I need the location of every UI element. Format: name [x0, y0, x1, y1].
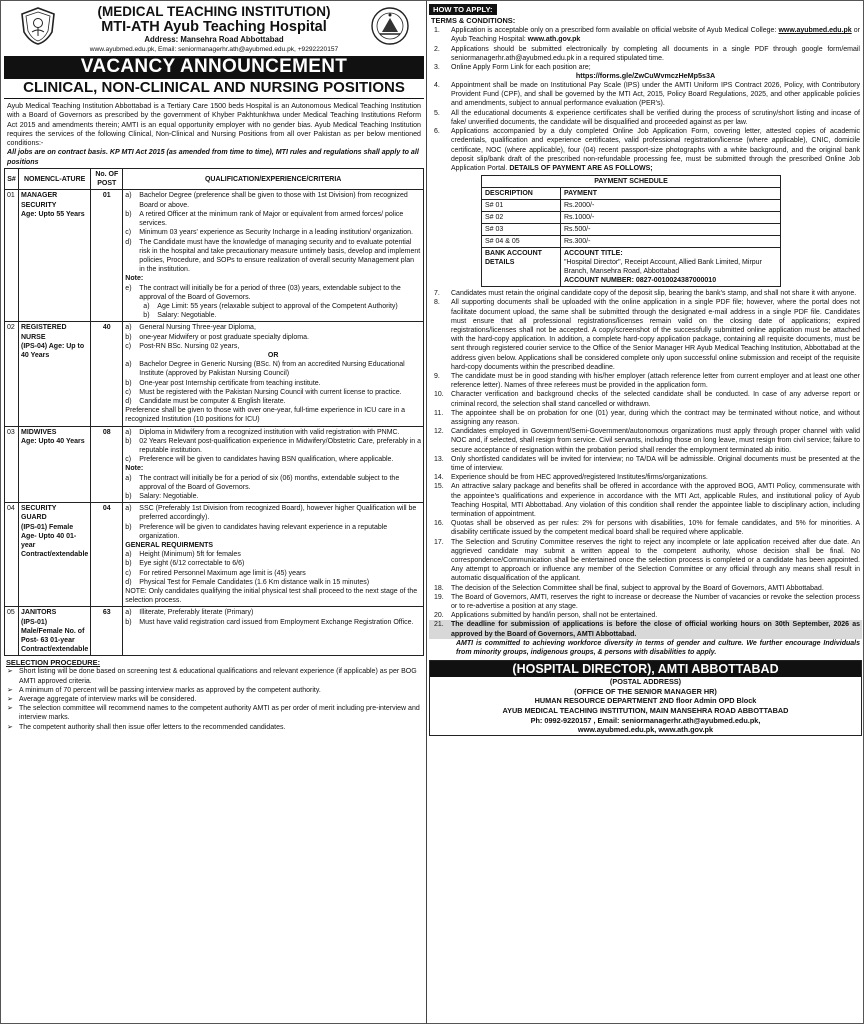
item-marker: a): [125, 474, 132, 482]
position-title: SECURITY: [21, 505, 57, 513]
term-text: Character verification and background checks of the selected candidate shall be conducted. In case of any adverse report or criminal record, the selection shall stand cancelled or withdrawn.: [451, 391, 860, 408]
deadline-term: 21. The deadline for submission of applications is before the close of official working hours on 30th September, 2026 as approved by the Board of Governors, AMTI Abbottabad.: [429, 620, 862, 638]
payment-row: [482, 236, 781, 248]
item-text: Must be registered with the Pakistan Nursing Council with current license to practice.: [139, 388, 402, 396]
payment-description: S# 03: [482, 224, 561, 236]
footer-address-block: [429, 660, 862, 736]
position-age-details: Age: Upto 55 Years: [21, 210, 85, 218]
term-item: 1. Application is acceptable only on a prescribed form available on official website of Ayub Medical College: www.ayubmed.edu.pk or Ayub Teaching Hospital: www.ath.gov.pk: [434, 27, 860, 44]
criteria-item: [125, 474, 421, 492]
item-marker: e): [125, 284, 132, 292]
pay-col-description: DESCRIPTION: [482, 188, 561, 200]
criteria-item: [125, 608, 421, 617]
payment-amount: Rs.300/-: [560, 236, 780, 248]
criteria-item: [125, 492, 421, 501]
bank-details-label: BANK ACCOUNT DETAILS: [482, 248, 561, 287]
item-marker: b): [125, 492, 132, 500]
term-text: The Selection and Scrutiny Committee reserves the right to reject any incomplete or late application received after due date. An aggrieved candidate may submit a written appeal to the competent authority, whose decision shall be final. No correspondence/Communication shall be entertained once the selection process is completed or a candidate has been appointed. Any attempt to approach or influence any member of the Selection Committee or any official through any means shall result in automatic disqualification of the applicant.: [451, 538, 860, 583]
payment-amount: Rs.1000/-: [560, 212, 780, 224]
item-marker: a): [125, 192, 132, 200]
criteria-item: [125, 302, 421, 311]
item-marker: a): [125, 609, 132, 617]
criteria-item: [125, 455, 421, 464]
term-item: [429, 519, 862, 537]
item-text: A retired Officer at the minimum rank of Major or equivalent from armed forces/ police services.: [139, 210, 404, 228]
criteria-item: [125, 360, 421, 378]
term-item: 3. Online Apply Form Link for each position are;: [434, 64, 591, 72]
item-marker: d): [125, 397, 132, 405]
term-item: [429, 611, 862, 620]
selection-item: [4, 704, 424, 722]
term-item: [429, 538, 862, 584]
position-nomenclature: [19, 503, 91, 607]
item-text: Post-RN BSc. Nursing 02 years,: [139, 342, 240, 350]
account-number: ACCOUNT NUMBER: 0827-0010024387000010: [563, 277, 717, 285]
selection-item: [4, 686, 424, 695]
selection-text: Short listing will be done based on screening test & educational qualifications and relevant experience (if applicable) as per BOG AMTI approved criteria.: [19, 668, 417, 685]
criteria-item: [125, 578, 421, 587]
ath-link[interactable]: www.ath.gov.pk: [527, 36, 581, 44]
pay-col-payment: PAYMENT: [560, 188, 780, 200]
criteria-item: [125, 210, 421, 228]
bullet-icon: ➢: [7, 705, 13, 713]
positions-table-header: [5, 169, 424, 190]
criteria-item: [125, 333, 421, 342]
item-marker: c): [125, 342, 132, 350]
term-text: The appointee shall be on probation for one (01) year, during which the contract may be terminated without notice, and without assigning any reason.: [451, 409, 860, 426]
preference-note: Preference shall be given to those with over one-year, full-time experience in ICU care in a recognized Institution (10 positions for ICU): [125, 407, 406, 424]
item-marker: b): [125, 210, 132, 218]
item-text: One-year post Internship certificate from teaching institute.: [139, 379, 321, 387]
header-nomenclature: NOMENCL-ATURE: [19, 169, 91, 190]
term-number: 19.: [434, 593, 444, 601]
item-marker: a): [125, 551, 132, 559]
item-marker: a): [143, 302, 150, 310]
positions-table: [4, 168, 424, 656]
payment-amount: Rs.500/-: [560, 224, 780, 236]
selection-item: [4, 695, 424, 704]
position-nomenclature: [19, 426, 91, 503]
term-number: 10.: [434, 391, 444, 399]
general-requirements-heading: GENERAL REQUIRMENTS: [125, 542, 214, 549]
term-text: All supporting documents shall be uploaded with the online application in a single PDF file; however, where the portal does not facilitate document upload, the same shall be submitted through the designated e-mail address in a single PDF file. Candidates must ensure that all professional registrations/licenses remain valid on the closing date of applications; expired registrations/licenses shall not be accepted. A copy/screenshot of the successfully submitted online application must be attached with the hard-copy application. In addition, a complete hard-copy application package, containing all requisite documents, must be sent through registered courier service to the Office of the Senior Manager HR Ayub Medical Teaching Institution, Abbottabad at the address given below. Applications shall be considered complete only upon successful online submission and receipt of the requisite hard-copy documents within the prescribed deadline.: [451, 299, 860, 371]
item-text: one-year Midwifery or post graduate specialty diploma.: [139, 333, 309, 341]
item-text: Bachelor Degree in Generic Nursing (BSc. N) from an accredited Nursing Educational Institute (approved by Pakistan Nursing Council): [139, 361, 405, 378]
position-sno: 02: [5, 322, 19, 426]
term-text: Only shortlisted candidates will be invited for interview; no TA/DA will be admissible. Original documents must be presented at the time of interview.: [451, 455, 860, 472]
position-nomenclature: [19, 322, 91, 426]
criteria-item: [125, 284, 421, 302]
item-text: Height (Minimum) 5ft for females: [139, 551, 241, 559]
diversity-statement: AMTI is committed to achieving workforce diversity in terms of gender and culture. We further encourage Individuals from minority groups, indigenous groups, & persons with disabilities to apply.: [456, 639, 860, 657]
term-number: 9.: [434, 372, 440, 380]
position-title: MIDWIVES: [21, 428, 57, 436]
term-item: [429, 409, 862, 427]
term-item: [429, 482, 862, 519]
position-posts: 04: [91, 503, 123, 607]
position-age-details: (IPS-01) Female Age- Upto 40 01-year Contract/extendable: [21, 523, 89, 559]
criteria-item: [125, 428, 421, 437]
term-number: 7.: [434, 290, 440, 298]
item-text: Minimum 03 years' experience as Security Incharge in a leading institution/ organization.: [139, 229, 414, 237]
position-criteria: [123, 426, 424, 503]
header-contact: www.ayubmed.edu.pk, Email: seniormanagerhr.ath@ayubmed.edu.pk, +9292220157: [89, 46, 339, 53]
selection-item: [4, 723, 424, 732]
item-marker: b): [125, 618, 132, 626]
term-number: 8.: [434, 299, 440, 307]
note-label: Note:: [125, 465, 144, 473]
payment-row: [482, 212, 781, 224]
bullet-icon: ➢: [7, 723, 13, 731]
item-text: The Candidate must have the knowledge of managing security and to evaluate potential risk in the hospital and take precautionary measure untimely basis, develop and implement policies, Procedure, and SOPs to ensure realization of overall security Management plan in the institution.: [139, 238, 421, 274]
position-age-details: (IPS-04) Age: Up to 40 Years: [21, 342, 85, 359]
item-text: Candidate must be computer & English literate.: [139, 397, 286, 405]
item-text: Eye sight (6/12 correctable to 6/6): [139, 560, 245, 568]
position-posts: 08: [91, 426, 123, 503]
payment-description: S# 02: [482, 212, 561, 224]
item-marker: d): [125, 578, 132, 586]
physical-test-note: NOTE: Only candidates qualifying the initial physical test shall proceed to the next stage of the selection process.: [125, 588, 418, 605]
column-divider: [426, 1, 427, 1024]
header-sno: S#: [5, 169, 19, 190]
criteria-item: [125, 228, 421, 237]
item-marker: c): [125, 229, 132, 237]
item-text: General Nursing Three-year Diploma,: [139, 324, 256, 332]
selection-text: A minimum of 70 percent will be passing interview marks as approved by the competent authority.: [19, 686, 321, 694]
office-label: (OFFICE OF THE SENIOR MANAGER HR): [574, 686, 717, 696]
terms-heading: TERMS & CONDITIONS:: [431, 16, 516, 26]
item-marker: a): [125, 505, 132, 513]
position-posts: 63: [91, 607, 123, 656]
term-text: The candidate must be in good standing with his/her employer (attach reference letter from current employer and at least one other reference letter). Names of three referees must be provided in the application form.: [451, 372, 860, 390]
term-text: Quotas shall be observed as per rules: 2% for persons with disabilities, 10% for female candidates, and 5% for minorities. A disability certificate issued by the competent medical board shall be required where applicable.: [451, 520, 860, 537]
item-marker: b): [143, 312, 150, 320]
criteria-item: [125, 311, 421, 320]
item-marker: d): [125, 238, 132, 246]
item-text: For retired Personnel Maximum age limit is (45) years: [139, 569, 306, 577]
term-item: 4. Appointment shall be made on Institutional Pay Scale (IPS) under the AMTI Uniform IPS Contract 2026, Policy, with Contributory Provident Fund (CPF), and shall be governed by the MTI Act, 2015, Policy Board Regulations, 2025, and other applicable policies and amendments, subject to annual performance evaluation (PER's).: [434, 82, 860, 108]
term-number: 17.: [434, 538, 444, 546]
item-text: Bachelor Degree (preference shall be given to those with 1st Division) from recognized Board or above.: [139, 192, 408, 209]
item-text: Physical Test for Female Candidates (1.6 Km distance walk in 15 minutes): [139, 578, 370, 586]
how-to-apply-heading: HOW TO APPLY:: [429, 4, 497, 15]
university-seal-logo: [18, 6, 58, 46]
item-marker: b): [125, 523, 132, 531]
term-number: 11.: [434, 409, 444, 417]
item-text: Age Limit: 55 years (relaxable subject to approval of the Competent Authority): [157, 302, 398, 310]
position-row: [5, 190, 424, 322]
position-age-details: (IPS-01) Male/Female No. of Post- 63 01-year Contract/extendable: [21, 618, 89, 654]
term-item: [429, 455, 862, 473]
bullet-icon: ➢: [7, 686, 13, 694]
term-number: 13.: [434, 455, 444, 463]
criteria-item: [125, 559, 421, 568]
position-criteria: [123, 322, 424, 426]
postal-address-label: (POSTAL ADDRESS): [609, 677, 682, 687]
position-row: [5, 426, 424, 503]
item-marker: b): [125, 379, 132, 387]
selection-procedure: [4, 658, 424, 731]
term-text: The decision of the Selection Committee shall be final, subject to approval by the Board of Governors, AMTI Abbottabad.: [451, 584, 824, 592]
criteria-item: [125, 504, 421, 522]
criteria-item: [125, 550, 421, 559]
ayubmed-link[interactable]: www.ayubmed.edu.pk: [778, 27, 852, 35]
term-item: [429, 473, 862, 482]
position-sno: 05: [5, 607, 19, 656]
item-text: The contract will initially be for a period of three (03) years, extendable subject to the approval of the Board of Governors.: [139, 284, 401, 301]
term-text: Candidates must retain the original candidate copy of the deposit slip, bearing the bank's stamp, and shall not share it with anyone.: [451, 290, 857, 298]
position-row: [5, 322, 424, 426]
position-posts: 01: [91, 190, 123, 322]
position-title: JANITORS: [21, 609, 57, 617]
payment-schedule-title: PAYMENT SCHEDULE: [482, 176, 781, 188]
position-sno: 01: [5, 190, 19, 322]
term-number: 20.: [434, 612, 444, 620]
hospital-name: MTI-ATH Ayub Teaching Hospital: [101, 19, 327, 35]
position-title: SECURITY: [21, 201, 57, 209]
term-item: [429, 390, 862, 408]
term-item: [429, 289, 862, 298]
term-item: [429, 372, 862, 390]
item-marker: c): [125, 456, 132, 464]
item-marker: b): [125, 437, 132, 445]
selection-item: [4, 667, 424, 685]
positions-subtitle: CLINICAL, NON-CLINICAL AND NURSING POSITIONS: [4, 79, 424, 99]
position-row: [5, 503, 424, 607]
note-label: Note:: [125, 275, 144, 283]
item-text: Diploma in Midwifery from a recognized institution with valid registration with PNMC.: [139, 428, 400, 436]
position-sno: 03: [5, 426, 19, 503]
website-links[interactable]: www.ayubmed.edu.pk, www.ath.gov.pk: [577, 725, 714, 735]
payment-row: [482, 224, 781, 236]
selection-heading: SELECTION PROCEDURE:: [6, 658, 101, 668]
payment-row: [482, 200, 781, 212]
item-marker: a): [125, 361, 132, 369]
hospital-director-title: (HOSPITAL DIRECTOR), AMTI ABBOTTABAD: [430, 661, 861, 677]
term-item: 2. Applications should be submitted electronically by completing all documents in a single PDF through google form/email seniormanagerhr.ath@ayubmed.edu.pk in a required stipulated time.: [434, 45, 860, 62]
contact-phone-email: Ph: 0992-9220157 , Email: seniormanagerhr.ath@ayubmed.edu.pk,: [530, 715, 761, 725]
criteria-item: [125, 397, 421, 406]
position-sno: 04: [5, 503, 19, 607]
contract-note: All jobs are on contract basis. KP MTI Act 2015 (as amended from time to time), MTI rules and regulations shall apply to all positions: [7, 148, 419, 166]
position-age-details: Age: Upto 40 Years: [21, 437, 85, 445]
item-marker: b): [125, 333, 132, 341]
criteria-item: [125, 323, 421, 332]
term-number: 16.: [434, 520, 444, 528]
left-column: [4, 3, 424, 1023]
item-text: Illiterate, Preferably literate (Primary): [139, 609, 254, 617]
mti-emblem-logo: [370, 6, 410, 46]
selection-text: Average aggregate of interview marks will be considered.: [19, 696, 197, 704]
position-title: MANAGER: [21, 192, 58, 200]
item-text: SSC (Preferably 1st Division from recognized Board), however higher Qualification will be preferred accordingly).: [139, 505, 417, 522]
selection-text: The competent authority shall then issue offer letters to the recommended candidates.: [19, 723, 286, 731]
criteria-item: [125, 191, 421, 209]
term-item: [429, 427, 862, 455]
position-criteria: [123, 503, 424, 607]
bullet-icon: ➢: [7, 696, 13, 704]
hospital-address: Address: Mansehra Road Abbottabad: [144, 35, 284, 44]
payment-description: S# 04 & 05: [482, 236, 561, 248]
item-marker: a): [125, 324, 132, 332]
term-text: The Board of Governors, AMTI, reserves the right to increase or decrease the Number of vacancies or revoke the selection process or to re-advertise a position at any stage.: [451, 593, 860, 611]
header-posts: No. OF POST: [91, 169, 123, 190]
term-number: 12.: [434, 428, 444, 436]
or-separator: OR: [267, 351, 279, 359]
term-number: 15.: [434, 483, 444, 491]
institution-type: (MEDICAL TEACHING INSTITUTION): [97, 4, 331, 19]
criteria-item: [125, 379, 421, 388]
term-item: [429, 298, 862, 372]
position-criteria: [123, 190, 424, 322]
position-title: GUARD: [21, 514, 47, 522]
position-nomenclature: [19, 607, 91, 656]
intro-paragraph: Ayub Medical Teaching Institution Abbottabad is a Tertiary Care 1500 beds Hospital is an Autonomous Medical Teaching Institution with a Board of Governors as prescribed by the government of Khyber Pakhtunkhwa under Medical Teaching Institutions Reform Act 2015 and amendments therein; AMTI is an equal opportunity employer with no gender bias. Ayub Medical Teaching Institution requires the services of the following Clinical, Non-Clinical and Nursing Positions from all over Pakistan as per below mentioned conditions:-: [7, 102, 421, 148]
item-text: Preference will be given to candidates having relevant experience in a reputable organization.: [139, 523, 388, 540]
document-header: [4, 3, 424, 53]
criteria-item: [125, 523, 421, 541]
item-text: Salary: Negotiable.: [157, 312, 217, 320]
payment-description: S# 01: [482, 200, 561, 212]
criteria-item: [125, 569, 421, 578]
institution-address: AYUB MEDICAL TEACHING INSTITUTION, MAIN MANSEHRA ROAD ABBOTTABAD: [502, 706, 789, 716]
criteria-item: [125, 437, 421, 455]
criteria-item: [125, 618, 421, 627]
vacancy-banner: VACANCY ANNOUNCEMENT: [4, 56, 424, 79]
position-criteria: [123, 607, 424, 656]
online-form-link[interactable]: https://forms.gle/ZwCuWvmczHeMp5s3A: [575, 71, 716, 81]
item-text: Salary: Negotiable.: [139, 492, 199, 500]
term-text: Experience should be from HEC approved/registered Institutes/firms/organizations.: [451, 474, 708, 482]
criteria-item: [125, 342, 421, 351]
header-criteria: QUALIFICATION/EXPERIENCE/CRITERIA: [123, 169, 424, 190]
position-row: [5, 607, 424, 656]
criteria-item: [125, 238, 421, 275]
position-title: REGISTERED: [21, 324, 67, 332]
bullet-icon: ➢: [7, 668, 13, 676]
item-marker: c): [125, 388, 132, 396]
selection-text: The selection committee will recommend names to the competent authority AMTI as per order of merit including pre-interview and interview marks.: [19, 705, 420, 722]
item-text: 02 Years Relevant post-qualification experience in Midwifery/Obstetric Care, preferably in a reputable institution.: [139, 437, 421, 454]
term-text: Candidates employed in Government/Semi-Government/autonomous organizations must apply through proper channel with valid NOC and, if selected, shall resign from service. Civil servants, including those on long leave, must resign from civil service; failure to secure acceptance of resignation within the probation period shall render the employment terminated ab initio.: [451, 428, 860, 454]
term-text: An attractive salary package and benefits shall be offered in accordance with the approved BOG, AMTI Policy, commensurate with the appointee's qualifications and experience in accordance with the MTI Act, applicable Rules, and institutional policy of Ayub Teaching Hospital, MTI Abbottabad. Any violation of this condition shall render the appointee liable to disciplinary action, including termination of appointment.: [451, 483, 860, 518]
term-item: [429, 593, 862, 611]
term-number: 14.: [434, 474, 444, 482]
term-item: 5. All the educational documents & experience certificates shall be verified during the process of scrutiny/short listing and incase of fake/ unverified documents, the candidate will be disqualified and proceeded against as per law.: [434, 109, 860, 126]
position-title: NURSE: [21, 333, 46, 341]
terms-list: [429, 26, 862, 657]
item-text: Must have valid registration card issued from Employment Exchange Registration Office.: [139, 618, 414, 626]
term-number: 18.: [434, 584, 444, 592]
item-text: The contract will initially be for a period of six (06) months, extendable subject to the approval of the Board of Governors.: [139, 474, 400, 491]
item-text: Preference will be given to candidates having BSN qualification, where applicable.: [139, 456, 394, 464]
account-details: ACCOUNT TITLE: "Hospital Director", Receipt Account, Allied Bank Limited, Mirpur Branch, Mansehra Road, Abbottabad ACCOUNT NUMBER: 0827-0010024387000010: [560, 248, 780, 287]
item-marker: a): [125, 428, 132, 436]
term-item: 6. Applications accompanied by a duly completed Online Job Application Form, covering letter, attested copies of academic credentials, qualification and experience certificates, valid professional registration/license (where applicable), CNIC, domicile certificate, NOC (where applicable), four (04) recent passport-size photographs with a white background, and the original bank deposit slip/bank draft of the prescribed non-refundable processing fee, must be submitted through the prescribed Online Job Application Portal. DETAILS OF PAYMENT ARE AS FOLLOWS;: [434, 128, 860, 172]
item-marker: b): [125, 560, 132, 568]
term-text: Applications submitted by hand/in person, shall not be entertained.: [451, 612, 658, 620]
criteria-item: [125, 388, 421, 397]
item-marker: c): [125, 569, 132, 577]
payment-amount: Rs.2000/-: [560, 200, 780, 212]
position-nomenclature: [19, 190, 91, 322]
payment-schedule-table: [481, 175, 781, 287]
term-item: [429, 584, 862, 593]
position-posts: 40: [91, 322, 123, 426]
right-column: [429, 3, 862, 1023]
department-address: HUMAN RESOURCE DEPARTMENT 2ND floor Admin OPD Block: [534, 696, 757, 706]
